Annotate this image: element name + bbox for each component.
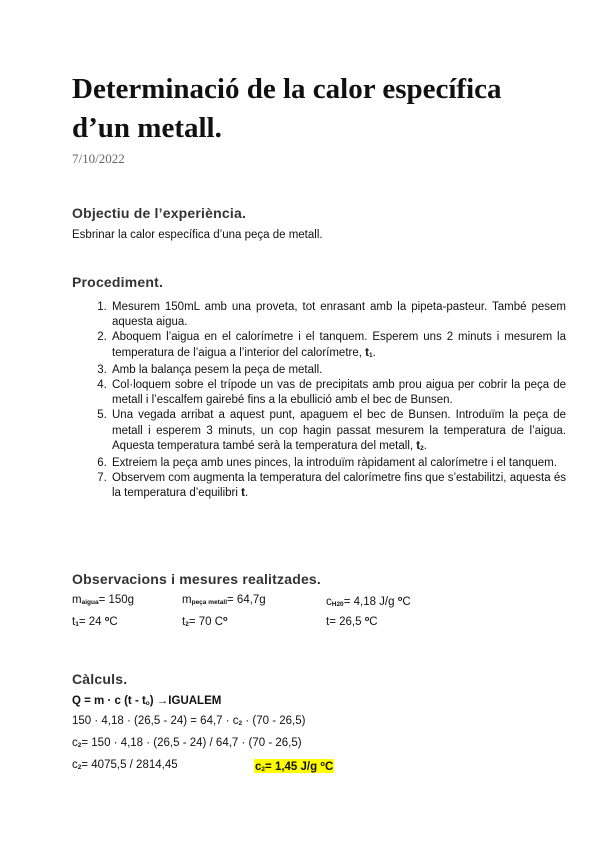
procediment-list: [72, 300, 566, 502]
temperature-equilibrium: t= 26,5 $^o$C: [326, 614, 378, 628]
observacions-row-1: [72, 594, 532, 610]
procediment-step-1: 1. Mesurem 150mL amb una proveta, tot enrasant amb la pipeta-pasteur. També pesem aquesta aigua.: [110, 300, 566, 330]
temperature-t1: $t_1= 24$ $^o$C: [72, 614, 118, 628]
document-date: 7/10/2022: [72, 151, 125, 166]
procediment-heading: Procediment.: [72, 274, 164, 290]
mass-water: $m_{aigua}= 150g$: [72, 594, 135, 606]
calculs-formula: Q = m · c $(t - t_o)$ →IGUALEM: [72, 695, 222, 707]
procediment-step-5: 5. Una vegada arribat a aquest punt, apaguem el bec de Bunsen. Introduïm la peça de metall i esperem 3 minuts, un cop hagin passat mesurem la temperatura de l’aigua. Aquesta temperatura també serà la temperatura del metall, $t_2$.: [110, 408, 566, 456]
procediment-step-3: 3. Amb la balança pesem la peça de metall.: [110, 363, 566, 378]
variable-t: $t_2$: [416, 439, 424, 452]
observacions-row-2: [72, 614, 532, 630]
calculs-line-2: $c_2= 150 \cdot 4,18 \cdot (26,5 - 24) / 64,7 \cdot (70 - 26,5)$: [72, 737, 302, 749]
result-highlight: $c_2= 1,45$ J/g $^o$C: [255, 759, 334, 773]
specific-heat-water: $c_{H20}= 4,18$ J/g $^o$C: [326, 594, 411, 608]
calculs-division: $c_2= 4075,5 / 2814,45$: [72, 759, 178, 771]
temperature-t2: $t_2= 70$ $C^o$: [182, 614, 228, 628]
calculs-line-3: [72, 759, 532, 775]
calculs-line-1: $150 \cdot 4,18 \cdot (26,5 - 24) = 64,7 \cdot c_2 \cdot (70 - 26,5)$: [72, 715, 306, 727]
procediment-step-6: 6. Extreiem la peça amb unes pinces, la introduïm ràpidament al calorímetre i el tanquem.: [110, 456, 566, 471]
variable-t: $t_1$: [365, 346, 373, 359]
observacions-heading: Observacions i mesures realitzades.: [72, 571, 322, 587]
calculs-heading: Càlculs.: [72, 671, 128, 687]
document-title: Determinació de la calor específica d’un metall.: [72, 73, 502, 144]
objectiu-heading: Objectiu de l’experiència.: [72, 205, 247, 221]
procediment-step-2: 2. Aboquem l’aigua en el calorímetre i el tanquem. Esperem uns 2 minuts i mesurem la temperatura de l’aigua a l’interior del calorímetre, $t_1$.: [110, 330, 566, 362]
procediment-step-4: 4. Col·loquem sobre el trípode un vas de precipitats amb prou aigua per cobrir la peça de metall i l’escalfem gairebé fins a la ebullició amb el bec de Bunsen.: [110, 378, 566, 408]
variable-t: t: [241, 487, 245, 500]
mass-metal: $m_{peça metall}= 64,7g$: [182, 594, 266, 606]
procediment-step-7: 7. Observem com augmenta la temperatura del calorímetre fins que s’estabilitzi, aquesta és la temperatura d’equilibri t.: [110, 471, 566, 501]
objectiu-text: Esbrinar la calor específica d’una peça de metall.: [72, 229, 323, 241]
